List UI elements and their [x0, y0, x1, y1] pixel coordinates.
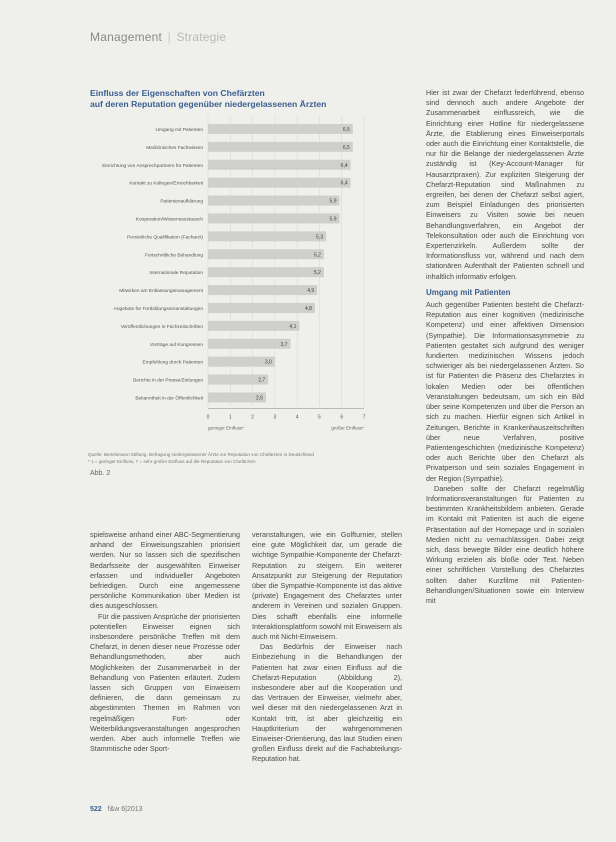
bar — [208, 249, 324, 259]
category-label: Veröffentlichungen in Fachzeitschriften — [120, 324, 203, 330]
paragraph: Für die passiven Ansprüche der priorisierten potentiellen Einweiser eignen sich insbesondere persönliche Treffen mit dem Chefarzt, in denen dieser neue Prozesse oder Behandlungsmethoden, aber auch Möglichkeiten der Zusammenarbeit in der Behandlung von Patienten erläutert. Zudem lassen sich Gruppen von Einweisern definieren, die dann gemeinsam zu abgestimmten Themen im Rahmen von regelmäßigen Fort- oder Weiterbildungsveranstaltungen angesprochen werden. Aber auch informelle Treffen wie Stammtische oder Sport- — [90, 611, 240, 754]
paragraph: Daneben sollte der Chefarzt regelmäßig Informationsveranstaltungen für Patienten zu bestimmten Krankheitsbildern anbieten. Gerade im Kontakt mit Patienten ist auch die eigene Präsentation auf der Homepage und in sozialen Medien nicht zu vernachlässigen. Dabei zeigt sich, dass bewegte Bilder eine deutlich höhere Wirkung erzielen als bloße oder Text. Neben einer schriftlichen Vorstellung des Chefarztes sollten daher Kurzfilme mit Patienten-Behandlungen/Situationen sowie ein Interview mit — [426, 483, 584, 605]
figure-label: Abb. 2 — [90, 470, 111, 477]
category-label: Bekanntheit in der Öffentlichkeit — [135, 396, 203, 402]
category-label: Vorträge auf Kongressen — [149, 342, 203, 348]
paragraph: Das Bedürfnis der Einweiser nach Einbeziehung in die Behandlungen der Patienten hat zwar einen Einfluss auf die Chefarzt-Reputation (Abbildung 2), insbesondere aber auf die Kooperation und das Vertrauen der Einweiser, vielmehr aber, weil dieser mit den niedergelassenen Arzt in Kontakt tritt, ist aber gleichzeitig ein Hauptkriterium der wahrgenommenen Einweiser-Orientierung, das laut Studien einen großen Einfluss direkt auf die Fachabteilungs-Reputation hat. — [252, 642, 402, 764]
paragraph: veranstaltungen, wie ein Golfturnier, stellen eine gute Möglichkeit dar, um gerade die wichtige Sympathie-Komponente der Chefarzt-Reputation zu steigern. Ein weiterer Ansatzpunkt zur Steigerung der Reputation über die Sympathie-Komponente ist das aktive (private) Engagement des Chefarztes unter anderem in Vereinen und sozialen Gruppen. Dies schafft ebenfalls eine informelle Interaktionsplattform sowohl mit Einweisern als auch mit Nicht-Einweisern. — [252, 530, 402, 642]
paragraph: spielsweise anhand einer ABC-Segmentierung anhand der Einweisungszahlen priorisiert werden. Nur so lassen sich die spezifischen Bedarfsseite der ausgewählten Einweiser erfassen und individueller Angeboten befriedigen. Durch eine angemessene persönliche Kommunikation über Medien ist dies ausgeschlossen. — [90, 530, 240, 611]
tick-label: 4 — [295, 414, 299, 421]
bar — [208, 231, 326, 241]
data-label: 5,9 — [329, 198, 337, 205]
chart-source-line-1: Quelle: Bertelsmann Stiftung, Befragung niedergelassener Ärzte zur Reputation von Chefärzten in Deutschland — [88, 452, 314, 457]
data-label: 2,7 — [258, 377, 266, 384]
data-label: 4,8 — [305, 305, 312, 312]
data-label: 5,2 — [313, 252, 321, 259]
category-label: Kontakt zu Kollegen/Erreichbarkeit — [129, 181, 203, 187]
category-label: Fortschrittliche Behandlung — [144, 253, 203, 259]
data-label: 4,9 — [307, 288, 315, 295]
header-section: Management — [90, 30, 163, 44]
category-label: Umgang mit Patienten — [155, 127, 203, 133]
bar — [208, 213, 339, 223]
bar — [208, 339, 290, 349]
category-label: Berichte in der Presse/Zeitungen — [133, 378, 203, 384]
bar — [208, 267, 324, 277]
category-label: Empfehlung durch Patienten — [142, 360, 203, 366]
tick-label: 1 — [228, 414, 232, 421]
category-label: Einrichtung von Ansprechpartnern für Patienten — [102, 163, 203, 169]
data-label: 3,0 — [264, 359, 272, 366]
data-label: 5,3 — [316, 234, 324, 241]
bar — [208, 178, 351, 188]
tick-label: 3 — [273, 414, 277, 421]
bar — [208, 142, 353, 152]
text-column-2 — [252, 530, 402, 765]
chart-source — [88, 452, 418, 465]
bar — [208, 160, 351, 170]
x-axis-left-label: geringer Einfluss* — [208, 425, 245, 431]
bar — [208, 196, 339, 206]
bar — [208, 303, 315, 313]
tick-label: 7 — [362, 414, 366, 421]
tick-label: 5 — [318, 414, 321, 421]
data-label: 6,5 — [342, 126, 350, 133]
data-label: 6,5 — [342, 144, 350, 151]
chart-title-line-2: auf deren Reputation gegenüber niedergelassenen Ärzten — [90, 99, 327, 109]
chart-title-line-1: Einfluss der Eigenschaften von Chefärzten — [90, 88, 265, 98]
bar — [208, 321, 299, 331]
journal-name: f&w 6|2013 — [107, 806, 143, 813]
data-label: 5,9 — [329, 216, 337, 223]
tick-label: 6 — [340, 414, 344, 421]
tick-label: 2 — [251, 414, 254, 421]
data-label: 3,7 — [280, 341, 288, 348]
category-label: Patientenaufklärung — [160, 199, 203, 205]
category-label: Persönliche Qualifikation (Facharzt) — [127, 235, 203, 241]
page-footer — [90, 806, 143, 813]
bar — [208, 285, 317, 295]
paragraph: Hier ist zwar der Chefarzt federführend, ebenso sind dennoch auch andere Angebote der Zusammenarbeit einflussreich, wie die Einrichtung einer Hotline für niedergelassene Ärzte, die Etablierung eines Einweiserportals oder auch die Einrichtung einer Kontaktstelle, die nur für die Belange der niedergelassenen Ärzte zuständig ist (Key-Account-Manager für Hausarztpraxen). Zur expliziten Steigerung der Chefarzt-Reputation sind Maßnahmen zu ergreifen, bei denen der Chefarzt selbst agiert, zum Beispiel Einladungen des priorisierten Einweisers zu Visiten sowie bei neuen Behandlungsverfahren, ein Angebot der Telekonsultation oder auch die Einrichtung von Expertenzirkeln. Außerdem sollte der Informationsfluss vor, während und nach dem stationären Aufenthalt der Patienten schnell und inhaltlich informativ erfolgen. — [426, 88, 584, 281]
header-separator: | — [167, 30, 171, 44]
text-column-1 — [90, 530, 240, 754]
section-heading: Umgang mit Patienten — [426, 287, 511, 297]
chart-source-line-2: * 1 = geringer Einfluss, 7 = sehr großer Einfluss auf die Reputation von Chefärzten — [88, 458, 256, 464]
category-label: Angebote für Fortbildungsveranstaltungen — [113, 306, 203, 312]
data-label: 6,4 — [340, 180, 348, 187]
data-label: 5,2 — [313, 270, 321, 277]
data-label: 4,1 — [289, 323, 297, 330]
category-label: Mitwirken am Entlassungsmanagement — [119, 289, 203, 295]
tick-label: 0 — [206, 414, 210, 421]
text-column-3 — [426, 88, 584, 606]
page-number: 522 — [90, 806, 102, 813]
category-label: Kooperation/Wissensaustausch — [135, 217, 203, 223]
category-label: Internationale Reputation — [149, 271, 203, 277]
x-axis-right-label: großer Einfluss* — [331, 425, 364, 431]
category-label: Medizinisches Fachwissen — [146, 145, 203, 151]
data-label: 6,4 — [340, 162, 348, 169]
bar — [208, 124, 353, 134]
data-label: 2,6 — [255, 395, 263, 402]
paragraph: Auch gegenüber Patienten besteht die Chefarzt-Reputation aus einer kognitiven (medizinische Kompetenz) und einer affektiven Dimension (Sympathie). Die Informationsasymmetrie zu Patienten gestaltet sich aufgrund des weniger fundierten medizinischen Wissens jedoch schwieriger als bei niedergelassenen Ärzten. So ist für Patienten die Präsenz des Chefarztes in lokalen Medien oder bei öffentlichen Veranstaltungen bedeutsam, um sich ein Bild über seine Kompetenzen und über die Person an sich zu machen. Hierfür eignen sich Artikel in Zeitungen, Berichte in Krankenhauszeitschriften über neue Verfahren, positive Patientengeschichten (medizinische Kompetenz) oder auch Berichte über den Chefarzt als Privatperson und sein soziales Engagement in der Region (Sympathie). — [426, 300, 584, 483]
header-subsection: Strategie — [176, 30, 227, 44]
